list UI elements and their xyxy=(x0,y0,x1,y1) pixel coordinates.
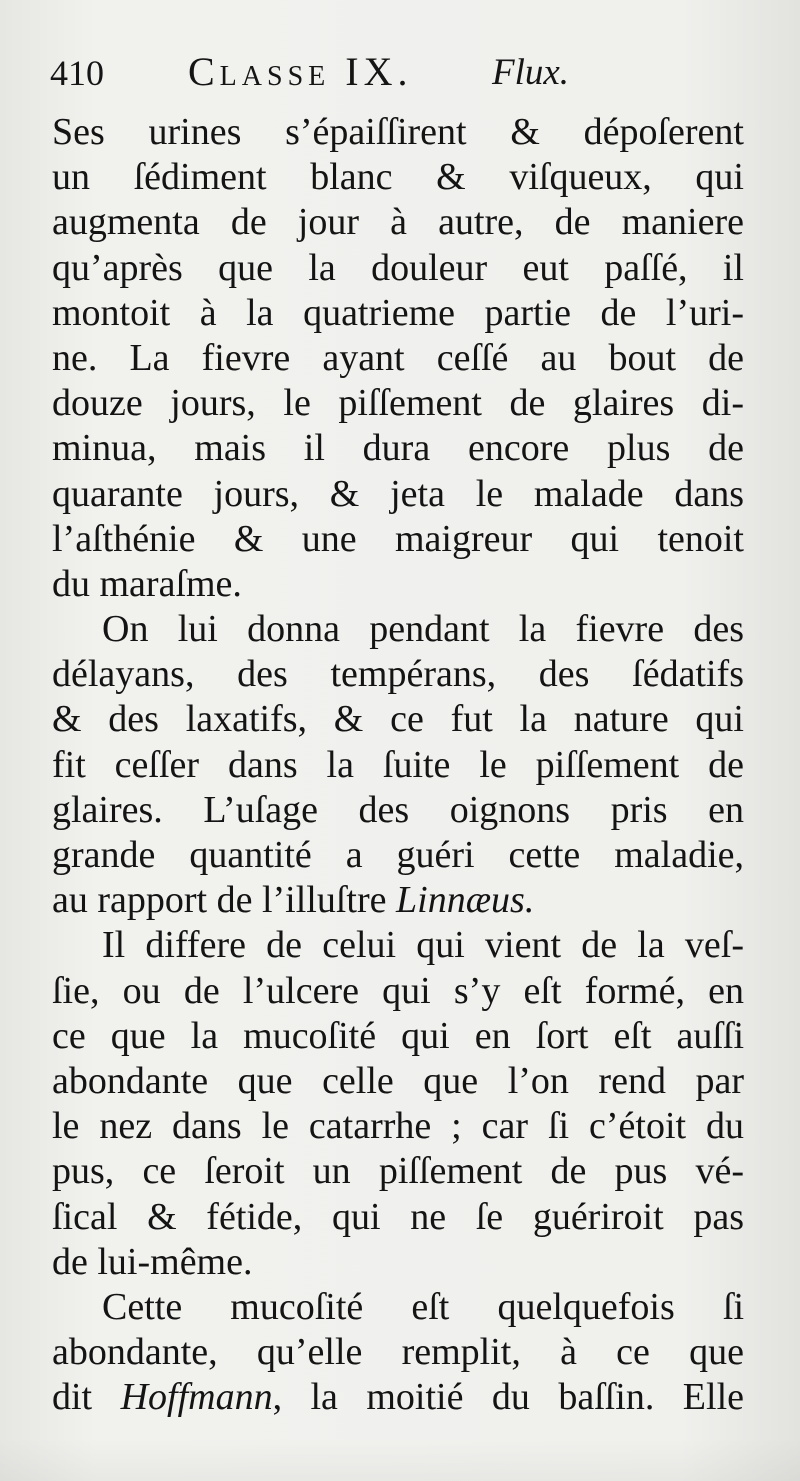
text-line xyxy=(52,1330,744,1375)
text-line xyxy=(52,110,744,155)
text-line-content: l’aſthénie & une maigreur qui tenoit xyxy=(52,517,744,560)
text-line-content: grande quantité a guéri cette maladie, xyxy=(52,834,744,876)
text-line-content: montoit à la quatrieme partie de l’uri- xyxy=(52,291,744,334)
text-line-content: un ſédiment blanc & viſqueux, qui xyxy=(52,156,744,199)
text-line-content: pus, ce ſeroit un piſſement de pus vé- xyxy=(52,1150,744,1193)
page-number: 410 xyxy=(50,53,104,93)
text-line xyxy=(52,652,744,697)
text-line-content: quarante jours, & jeta le malade dans xyxy=(52,472,744,515)
running-header xyxy=(50,48,750,100)
text-line xyxy=(52,562,744,607)
italic-name: Linnæus. xyxy=(396,879,535,922)
text-line-content: ſie, ou de l’ulcere qui s’y eſt formé, en xyxy=(52,969,744,1012)
text-line xyxy=(52,1014,744,1059)
text-line-content: ne. La fievre ayant ceſſé au bout de xyxy=(52,336,744,379)
text-line-content: fit ceſſer dans la ſuite le piſſement de xyxy=(52,743,744,786)
text-line-content: ſical & fétide, qui ne ſe guériroit pas xyxy=(52,1195,744,1238)
text-line-content: délayans, des tempérans, des ſédatifs xyxy=(52,653,744,696)
text-line xyxy=(52,878,744,923)
text-line xyxy=(52,743,744,788)
text-line xyxy=(52,155,744,200)
text-line-content: dit xyxy=(52,1376,93,1419)
text-line xyxy=(52,1285,744,1330)
text-line xyxy=(52,426,744,471)
text-line-content: le nez dans le catarrhe ; car ſi c’étoit du xyxy=(52,1105,744,1148)
text-line-content: augmenta de jour à autre, de maniere xyxy=(52,201,744,244)
text-line-content: glaires. L’uſage des oignons pris en xyxy=(52,788,744,831)
section-heading: Flux. xyxy=(492,52,570,93)
text-line xyxy=(52,1104,744,1149)
text-line xyxy=(52,1240,744,1285)
text-line xyxy=(52,517,744,562)
text-line-content: qu’après que la douleur eut paſſé, il xyxy=(52,246,744,289)
text-line-continuation: , la moitié du baſſin. Elle xyxy=(272,1376,744,1419)
text-line-content: au rapport de l’illuſtre xyxy=(52,879,387,922)
text-line-content: abondante que celle que l’on rend par xyxy=(52,1059,744,1102)
text-line xyxy=(52,1375,744,1420)
text-line-content: & des laxatifs, & ce fut la nature qui xyxy=(52,698,744,741)
text-line xyxy=(52,923,744,968)
text-line xyxy=(52,200,744,245)
text-line-content: Cette mucoſité eſt quelquefois ſi xyxy=(102,1285,744,1328)
text-line-content: du maraſme. xyxy=(52,562,242,605)
text-line-content: Il differe de celui qui vient de la veſ- xyxy=(102,924,744,967)
page-edge-shadow xyxy=(0,1438,800,1481)
text-line-content: Ses urines s’épaiſſirent & dépoſerent xyxy=(52,111,744,153)
italic-name: Hoffmann xyxy=(120,1376,273,1419)
text-line xyxy=(52,472,744,517)
text-line-content: ce que la mucoſité qui en ſort eſt auſſi xyxy=(52,1014,744,1057)
text-line-content: abondante, qu’elle remplit, à ce que xyxy=(52,1331,744,1374)
text-line xyxy=(52,1059,744,1104)
text-line xyxy=(52,381,744,426)
text-line-content: On lui donna pendant la fievre des xyxy=(102,608,744,651)
text-line xyxy=(52,291,744,336)
text-line-content: de lui-même. xyxy=(52,1240,253,1283)
text-line xyxy=(52,336,744,381)
text-line xyxy=(52,788,744,833)
text-line xyxy=(52,969,744,1014)
text-line xyxy=(52,833,744,878)
text-line xyxy=(52,1195,744,1240)
text-line xyxy=(52,1149,744,1194)
body-text xyxy=(52,110,744,1420)
text-line-content: minua, mais il dura encore plus de xyxy=(52,427,744,470)
text-line xyxy=(52,607,744,652)
text-line-content: douze jours, le piſſement de glaires di- xyxy=(52,382,744,425)
text-line xyxy=(52,697,744,742)
class-heading: Classe IX. xyxy=(188,49,413,94)
text-line xyxy=(52,246,744,291)
